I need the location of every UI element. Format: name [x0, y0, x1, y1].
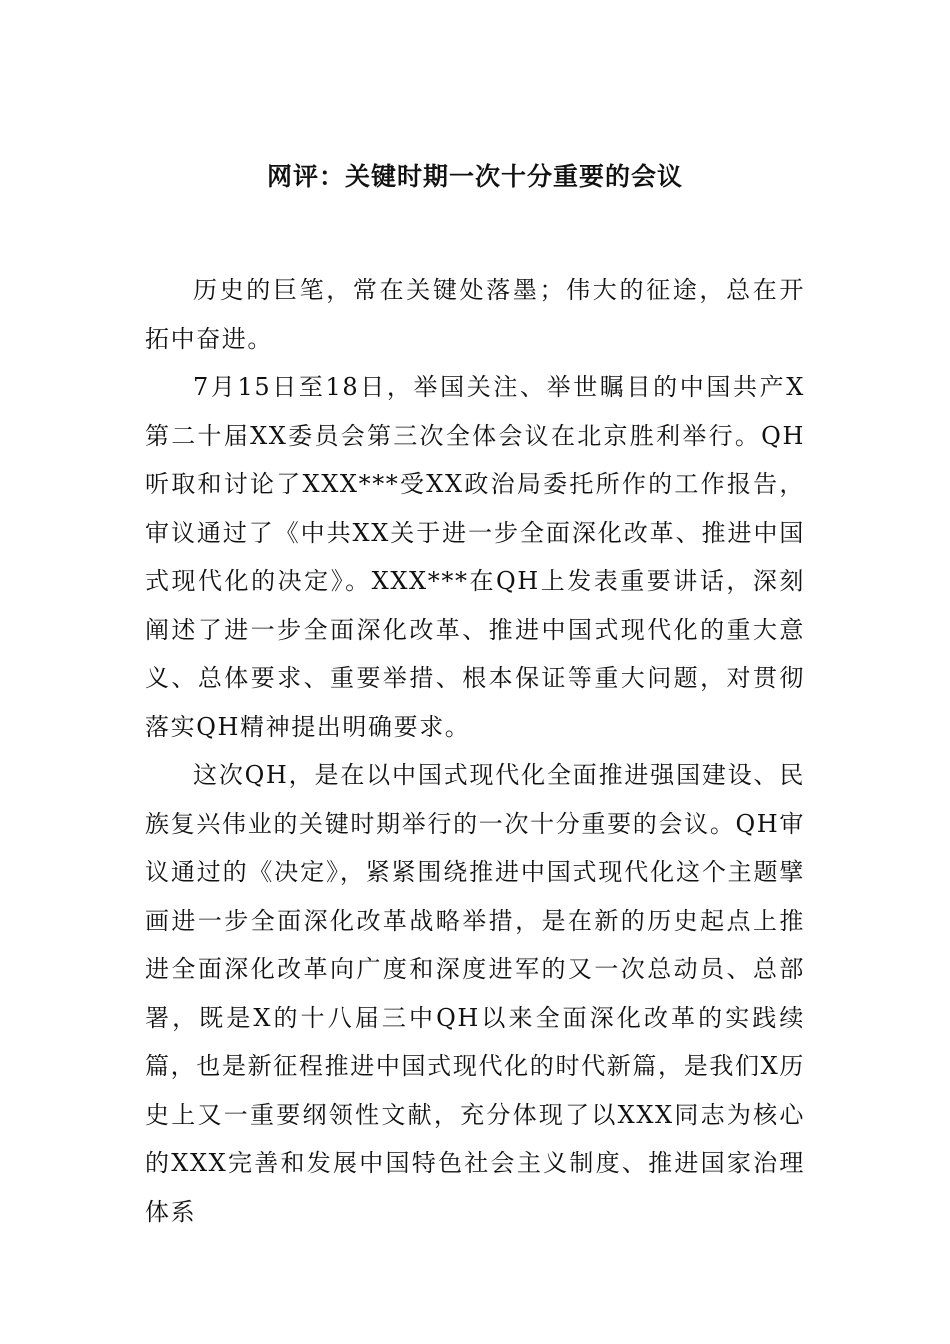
document-title: 网评：关键时期一次十分重要的会议	[266, 162, 683, 191]
document-body	[145, 266, 805, 1236]
paragraph-2: 7月15日至18日，举国关注、举世瞩目的中国共产X第二十届XX委员会第三次全体会议在北京胜利举行。QH听取和讨论了XXX***受XX政治局委托所作的工作报告，审议通过了《中共XX关于进一步全面深化改革、推进中国式现代化的决定》。XXX***在QH上发表重要讲话，深刻阐述了进一步全面深化改革、推进中国式现代化的重大意义、总体要求、重要举措、根本保证等重大问题，对贯彻落实QH精神提出明确要求。	[145, 373, 805, 741]
paragraph-3: 这次QH，是在以中国式现代化全面推进强国建设、民族复兴伟业的关键时期举行的一次十分重要的会议。QH审议通过的《决定》，紧紧围绕推进中国式现代化这个主题擘画进一步全面深化改革战略举措，是在新的历史起点上推进全面深化改革向广度和深度进军的又一次总动员、总部署，既是X的十八届三中QH以来全面深化改革的实践续篇，也是新征程推进中国式现代化的时代新篇，是我们X历史上又一重要纲领性文献，充分体现了以XXX同志为核心的XXX完善和发展中国特色社会主义制度、推进国家治理体系	[145, 761, 805, 1226]
paragraph-1: 历史的巨笔，常在关键处落墨；伟大的征途，总在开拓中奋进。	[145, 276, 805, 353]
